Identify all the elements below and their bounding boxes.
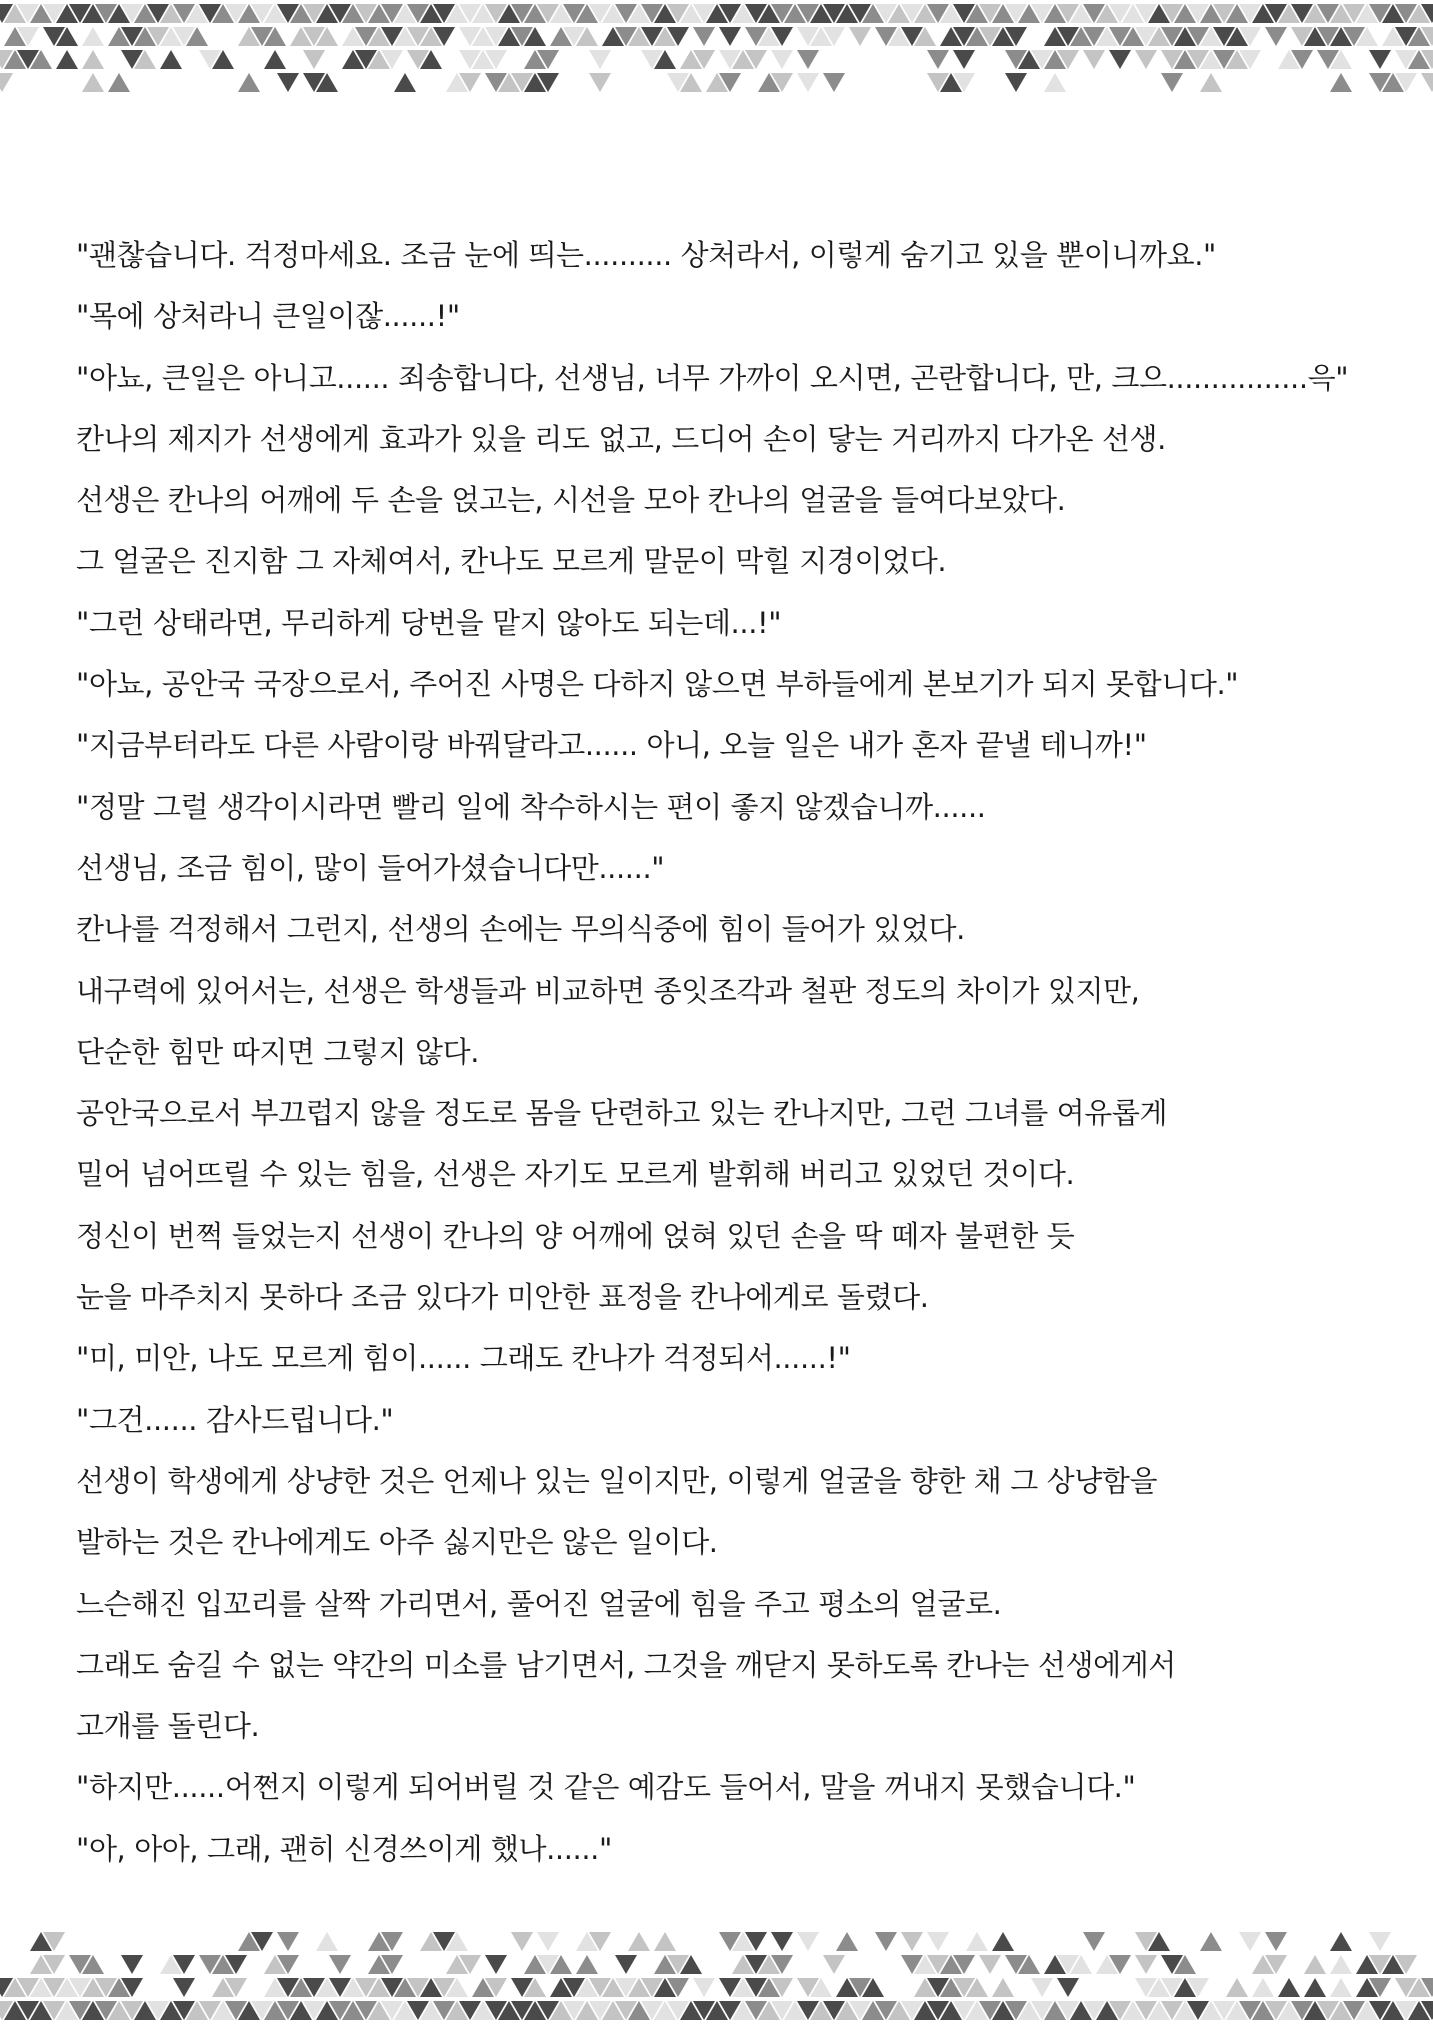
text-line-9: "지금부터라도 다른 사람이랑 바꿔달라고...... 아니, 오늘 일은 내가 혼자 끝낼 테니까!": [76, 728, 1147, 763]
text-line-5: 선생은 칸나의 어깨에 두 손을 얹고는, 시선을 모아 칸나의 얼굴을 들여다보았다.: [76, 483, 1066, 518]
pattern-triangle: [823, 73, 845, 92]
pattern-triangle: [1200, 73, 1222, 92]
pattern-triangle: [979, 1955, 1001, 1974]
text-line-8: "아뇨, 공안국 국장으로서, 주어진 사명은 다하지 않으면 부하들에게 본보기가 되지 못합니다.": [76, 667, 1239, 702]
story-text: [76, 225, 1366, 1880]
text-line-16: 밀어 넘어뜨릴 수 있는 힘을, 선생은 자기도 모르게 발휘해 버리고 있었던 것이다.: [76, 1157, 1075, 1192]
pattern-triangle: [394, 73, 416, 92]
text-line-2: "목에 상처라니 큰일이잖......!": [76, 299, 460, 334]
text-line-13: 내구력에 있어서는, 선생은 학생들과 비교하면 종잇조각과 철판 정도의 차이가 있지만,: [76, 973, 1140, 1008]
text-line-23: 느슨해진 입꼬리를 살짝 가리면서, 풀어진 얼굴에 힘을 주고 평소의 얼굴로.: [76, 1586, 1002, 1621]
pattern-triangle: [693, 27, 715, 46]
pattern-triangle: [797, 73, 819, 92]
pattern-triangle: [1031, 1978, 1053, 1997]
pattern-triangle: [823, 1955, 845, 1974]
text-line-20: "그건...... 감사드립니다.": [76, 1402, 394, 1437]
pattern-triangle: [836, 1932, 858, 1951]
text-line-14: 단순한 힘만 따지면 그렇지 않다.: [76, 1034, 480, 1069]
pattern-triangle: [1005, 73, 1027, 92]
pattern-triangle: [693, 1978, 715, 1997]
pattern-triangle: [160, 50, 182, 69]
text-line-11: 선생님, 조금 힘이, 많이 들어가셨습니다만......": [76, 850, 665, 885]
pattern-triangle: [1200, 1932, 1222, 1951]
pattern-triangle: [771, 50, 793, 69]
pattern-triangle: [1083, 1932, 1105, 1951]
pattern-triangle: [82, 73, 104, 92]
pattern-triangle: [615, 1955, 637, 1974]
pattern-triangle: [576, 1955, 598, 1974]
pattern-triangle: [1265, 27, 1287, 46]
pattern-triangle: [303, 50, 325, 69]
pattern-triangle: [1330, 73, 1352, 92]
text-line-17: 정신이 번쩍 들었는지 선생이 칸나의 양 어깨에 얹혀 있던 손을 딱 떼자 불편한 듯: [76, 1218, 1075, 1253]
pattern-triangle: [1083, 50, 1105, 69]
pattern-triangle: [82, 27, 104, 46]
text-line-10: "정말 그럴 생각이시라면 빨리 일에 착수하시는 편이 좋지 않겠습니까......: [76, 789, 986, 824]
pattern-triangle: [771, 1932, 793, 1951]
text-line-25: 고개를 돌린다.: [76, 1709, 260, 1744]
pattern-triangle: [173, 1978, 195, 1997]
text-line-12: 칸나를 걱정해서 그런지, 선생의 손에는 무의식중에 힘이 들어가 있었다.: [76, 912, 965, 947]
pattern-triangle: [1226, 1978, 1248, 1997]
text-line-19: "미, 미안, 나도 모르게 힘이...... 그래도 칸나가 걱정되서......!": [76, 1341, 851, 1376]
bottom-triangle-pattern: [0, 1895, 1433, 2024]
text-line-1: "괜찮습니다. 걱정마세요. 조금 눈에 띄는.......... 상처라서, 이렇게 숨기고 있을 뿐이니까요.": [76, 238, 1216, 272]
pattern-triangle: [927, 50, 949, 69]
pattern-triangle: [537, 1932, 559, 1951]
pattern-triangle: [82, 50, 104, 69]
pattern-triangle: [1421, 73, 1433, 92]
pattern-triangle: [966, 1932, 988, 1951]
pattern-triangle: [108, 73, 130, 92]
pattern-triangle: [875, 1932, 897, 1951]
pattern-triangle: [1304, 1955, 1326, 1974]
pattern-triangle: [277, 73, 299, 92]
pattern-triangle: [316, 1932, 338, 1951]
pattern-triangle: [1369, 1932, 1391, 1951]
pattern-triangle: [1330, 1955, 1352, 1974]
pattern-triangle: [1135, 1955, 1157, 1974]
text-line-6: 그 얼굴은 진지함 그 자체여서, 칸나도 모르게 말문이 막힐 지경이었다.: [76, 544, 947, 579]
pattern-triangle: [901, 1932, 923, 1951]
pattern-triangle: [589, 50, 611, 69]
pattern-triangle: [1304, 1978, 1326, 1997]
pattern-triangle: [1278, 1978, 1300, 1997]
top-triangle-pattern: [0, 0, 1433, 120]
pattern-triangle: [1161, 73, 1183, 92]
pattern-triangle: [1252, 1978, 1274, 1997]
pattern-triangle: [927, 1932, 949, 1951]
text-line-7: "그런 상태라면, 무리하게 당번을 맡지 않아도 되는데...!": [76, 605, 782, 640]
pattern-triangle: [1109, 50, 1131, 69]
pattern-triangle: [1135, 50, 1157, 69]
pattern-triangle: [238, 73, 260, 92]
text-line-22: 발하는 것은 칸나에게도 아주 싫지만은 않은 일이다.: [76, 1525, 718, 1560]
pattern-triangle: [797, 50, 819, 69]
pattern-triangle: [277, 1932, 299, 1951]
pattern-triangle: [485, 1955, 507, 1974]
text-line-27: "아, 아아, 그래, 괜히 신경쓰이게 했나......": [76, 1831, 612, 1866]
pattern-triangle: [0, 73, 13, 92]
text-line-24: 그래도 숨길 수 없는 약간의 미소를 남기면서, 그것을 깨닫지 못하도록 칸나는 선생에게서: [76, 1647, 1176, 1682]
pattern-triangle: [953, 50, 975, 69]
pattern-triangle: [1330, 1978, 1352, 1997]
pattern-triangle: [589, 73, 611, 92]
pattern-triangle: [56, 50, 78, 69]
pattern-triangle: [511, 1932, 533, 1951]
pattern-triangle: [992, 1978, 1014, 1997]
pattern-triangle: [628, 1932, 650, 1951]
text-line-4: 칸나의 제지가 선생에게 효과가 있을 리도 없고, 드디어 손이 닿는 거리까지 다가온 선생.: [76, 421, 1166, 456]
pattern-triangle: [849, 27, 871, 46]
text-line-18: 눈을 마주치지 못하다 조금 있다가 미안한 표정을 칸나에게로 돌렸다.: [76, 1280, 929, 1315]
text-line-3: "아뇨, 큰일은 아니고...... 죄송합니다, 선생님, 너무 가까이 오시면, 곤란합니다, 만, 크으................윽": [76, 360, 1349, 395]
pattern-triangle: [654, 1932, 676, 1951]
pattern-triangle: [121, 1955, 143, 1974]
pattern-triangle: [1265, 1932, 1287, 1951]
pattern-triangle: [1330, 1932, 1352, 1951]
pattern-triangle: [1369, 50, 1391, 69]
pattern-triangle: [719, 27, 741, 46]
pattern-triangle: [1239, 1932, 1261, 1951]
pattern-triangle: [797, 1932, 819, 1951]
pattern-triangle: [992, 1932, 1014, 1951]
text-line-26: "하지만......어쩐지 이렇게 되어버릴 것 같은 예감도 들어서, 말을 꺼내지 못했습니다.": [76, 1770, 1136, 1805]
pattern-triangle: [1057, 1978, 1079, 1997]
text-line-15: 공안국으로서 부끄럽지 않을 정도로 몸을 단련하고 있는 칸나지만, 그런 그녀를 여유롭게: [76, 1096, 1168, 1131]
text-line-21: 선생이 학생에게 상냥한 것은 언제나 있는 일이지만, 이렇게 얼굴을 향한 채 그 상냥함을: [76, 1463, 1158, 1498]
pattern-triangle: [264, 50, 286, 69]
pattern-triangle: [329, 1955, 351, 1974]
pattern-triangle: [1044, 73, 1066, 92]
